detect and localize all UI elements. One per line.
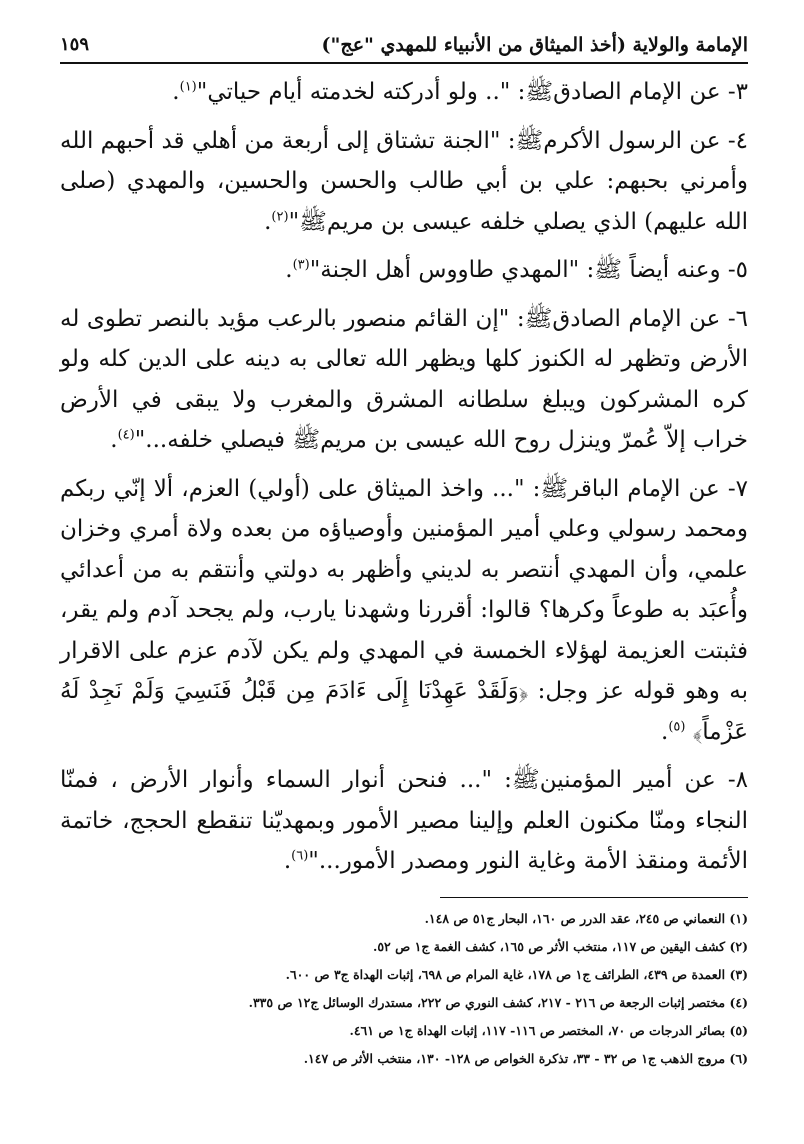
main-text — [60, 72, 748, 890]
footnote: (٦) مروج الذهب ج١ ص ٣٢ - ٣٣، تذكرة الخواص ص ١٢٨- ١٣٠، منتخب الأثر ص ١٤٧. — [303, 1051, 748, 1066]
paragraph-text: ٣- عن الإمام الصادقﷺ: ".. ولو أدركته لخدمته أيام حياتي" — [196, 79, 748, 105]
paragraph-text: ٥- وعنه أيضاً ﷺ: "المهدي طاووس أهل الجنة" — [309, 257, 748, 283]
footnote: (٤) مختصر إثبات الرجعة ص ٢١٦ - ٢١٧، كشف النوري ص ٢٢٢، مستدرك الوسائل ج١٢ ص ٣٣٥. — [248, 995, 748, 1010]
hadith-paragraph: ٨- عن أمير المؤمنينﷺ: "... فنحن أنوار السماء وأنوار الأرض ، فمنّا النجاء ومنّا مكنون العلم وإلينا مصير الأمور وبمهديّنا تنقطع الحجج، خاتمة الأئمة ومنقذ الأمة وغاية النور ومصدر الأمور..."$^{(٦)}$. — [60, 767, 748, 874]
hadith-paragraph: ٣- عن الإمام الصادقﷺ: ".. ولو أدركته لخدمته أيام حياتي"$^{(١)}$. — [172, 79, 748, 105]
page-number: ١٥٩ — [60, 34, 90, 55]
footnote-ref: (٣) — [292, 257, 310, 273]
hadith-paragraph: ٤- عن الرسول الأكرمﷺ: "الجنة تشتاق إلى أربعة من أهلي قد أحبهم الله وأمرني بحبهم: علي بن أبي طالب والحسن والحسين، والمهدي (صلى الله عليهم) الذي يصلي خلفه عيسى بن مريمﷺ"$^{(٢)}$. — [60, 127, 748, 235]
footnote-divider — [440, 897, 748, 898]
paragraph-text: ٤- عن الرسول الأكرمﷺ: "الجنة تشتاق إلى أربعة من أهلي قد أحبهم الله وأمرني بحبهم: علي بن أبي طالب والحسن والحسين، والمهدي (صلى الله عليهم) الذي يصلي خلفه عيسى بن مريمﷺ" — [60, 127, 748, 235]
footnote: (٥) بصائر الدرجات ص ٧٠، المختصر ص ١١٦- ١١٧، إثبات الهداة ج١ ص ٤٦١. — [349, 1023, 748, 1038]
footnote-ref: (٥) — [668, 718, 686, 734]
header-title: الإمامة والولاية (أخذ الميثاق من الأنبياء للمهدي "عج") — [321, 34, 748, 56]
hadith-paragraph: ٥- وعنه أيضاً ﷺ: "المهدي طاووس أهل الجنة"$^{(٣)}$. — [285, 257, 748, 283]
footnote-ref: (٢) — [271, 208, 289, 224]
footnote-ref: (٦) — [291, 848, 309, 864]
running-header — [60, 30, 748, 64]
footnote: (٣) العمدة ص ٤٣٩، الطرائف ج١ ص ١٧٨، غاية المرام ص ٦٩٨، إثبات الهداة ج٣ ص ٦٠٠. — [285, 967, 748, 982]
footnote: (١) النعماني ص ٢٤٥، عقد الدرر ص ١٦٠، البحار ج٥١ ص ١٤٨. — [424, 911, 748, 926]
paragraph-text: ٨- عن أمير المؤمنينﷺ: "... فنحن أنوار السماء وأنوار الأرض ، فمنّا النجاء ومنّا مكنون العلم وإلينا مصير الأمور وبمهديّنا تنقطع الحجج، خاتمة الأئمة ومنقذ الأمة وغاية النور ومصدر الأمور..." — [60, 767, 748, 874]
footnote: (٢) كشف اليقين ص ١١٧، منتخب الأثر ص ١٦٥، كشف الغمة ج١ ص ٥٢. — [372, 939, 748, 954]
header-divider — [60, 62, 748, 64]
paragraph-text: ٧- عن الإمام الباقرﷺ: "... واخذ الميثاق على (أولي) العزم، ألا إنّي ربكم ومحمد رسولي وعلي أمير المؤمنين وأوصياؤه من بعده ولاة أمري وخزان علمي، وأن المهدي أنتصر به لديني وأظهر به دولتي وأنتقم به من أعدائي وأُعبَد به طوعاً وكرها؟ قالوا: أقررنا وشهدنا يارب، ولم يجحد آدم ولم يقر، فثبتت العزيمة لهؤلاء الخمسة في المهدي ولم يكن لآدم عزم على الاقرار به وهو قوله عز وجل: ﴿وَلَقَدْ عَهِدْنَا إِلَى ءَادَمَ مِن قَبْلُ فَنَسِيَ وَلَمْ نَجِدْ لَهُ عَزْماً﴾ — [60, 475, 748, 745]
footnote-ref: (٤) — [117, 427, 135, 443]
paragraph-text: ٦- عن الإمام الصادقﷺ: "إن القائم منصور بالرعب مؤيد بالنصر تطوى له الأرض وتظهر له الكنوز كلها ويظهر الله تعالى به دينه على الدين كله ولو كره المشركون ويبلغ سلطانه المشرق والمغرب ولا يبقى في الأرض خراب إلاّ عُمرّ وينزل روح الله عيسى بن مريمﷺ فيصلي خلفه..." — [60, 305, 748, 453]
footnote-ref: (١) — [179, 79, 197, 95]
footnotes — [60, 905, 748, 1073]
hadith-paragraph: ٦- عن الإمام الصادقﷺ: "إن القائم منصور بالرعب مؤيد بالنصر تطوى له الأرض وتظهر له الكنوز كلها ويظهر الله تعالى به دينه على الدين كله ولو كره المشركون ويبلغ سلطانه المشرق والمغرب ولا يبقى في الأرض خراب إلاّ عُمرّ وينزل روح الله عيسى بن مريمﷺ فيصلي خلفه..."$^{(٤)}$. — [60, 305, 748, 453]
hadith-paragraph: ٧- عن الإمام الباقرﷺ: "... واخذ الميثاق على (أولي) العزم، ألا إنّي ربكم ومحمد رسولي وعلي أمير المؤمنين وأوصياؤه من بعده ولاة أمري وخزان علمي، وأن المهدي أنتصر به لديني وأظهر به دولتي وأنتقم به من أعدائي وأُعبَد به طوعاً وكرها؟ قالوا: أقررنا وشهدنا يارب، ولم يجحد آدم ولم يقر، فثبتت العزيمة لهؤلاء الخمسة في المهدي ولم يكن لآدم عزم على الاقرار به وهو قوله عز وجل: ﴿وَلَقَدْ عَهِدْنَا إِلَى ءَادَمَ مِن قَبْلُ فَنَسِيَ وَلَمْ نَجِدْ لَهُ عَزْماً﴾ $^{(٥)}$. — [60, 475, 748, 745]
